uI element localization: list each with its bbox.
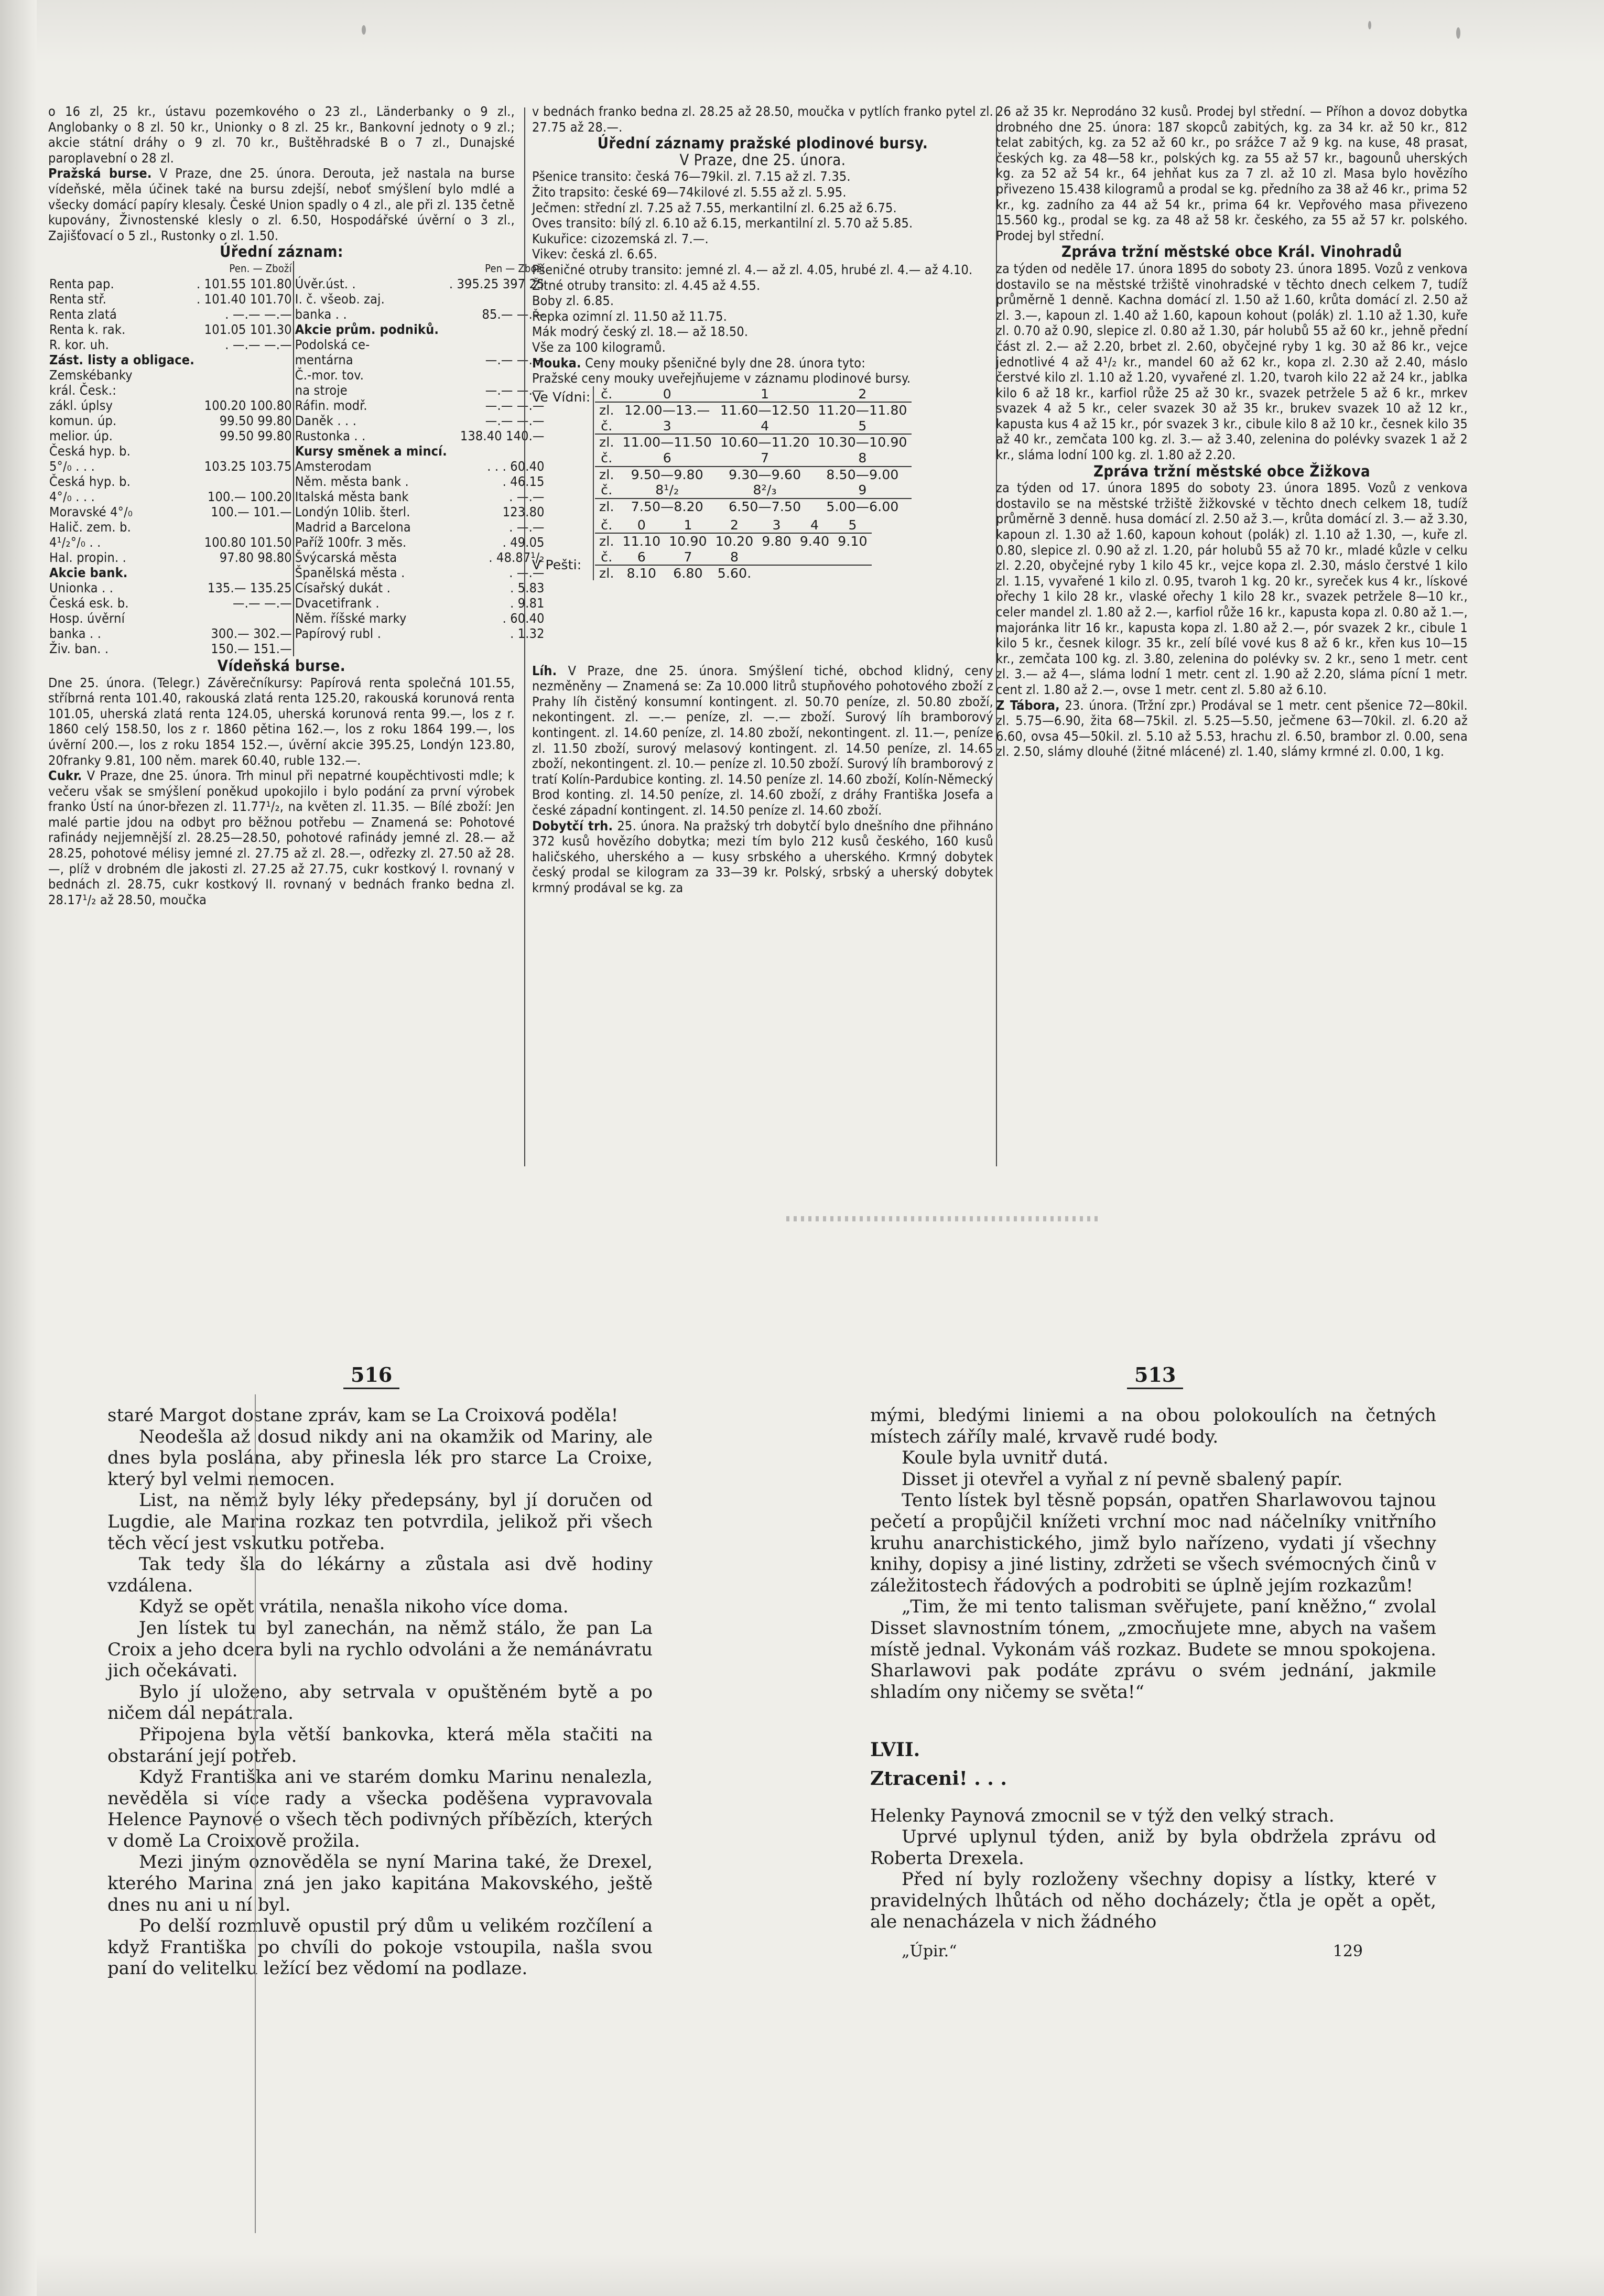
- novel-paragraph: Tento lístek byl těsně popsán, opatřen Sharlawovou tajnou pečetí a propůjčil knížeti vrchní moc nad náčelníky vnitřního kruhu anarchistického, jimž bylo nařízeno, vydati jí všechny knihy, dopisy a jiné listiny, zdržeti se všech svémocných činů v záležitostech řádových a podrobiti se úplně jejím rozkazům!: [870, 1490, 1436, 1596]
- pest-flour-table: [595, 517, 872, 581]
- flour-cell: 9.10: [833, 533, 871, 549]
- rates-cell: Amsterodam: [294, 459, 448, 474]
- commodity-exchange-heading: Úřední záznamy pražské plodinové bursy.: [597, 134, 928, 153]
- rates-cell: [196, 443, 294, 459]
- rates-cell: Česká hyp. b.: [49, 443, 131, 459]
- rates-row: [48, 352, 546, 367]
- rates-row: [48, 565, 546, 580]
- sugar-report: [48, 768, 515, 907]
- rates-cell: na stroje: [294, 383, 448, 398]
- rates-cell: Madrid a Barcelona: [294, 519, 448, 535]
- flour-row: [595, 533, 872, 549]
- prague-exchange-heading: Pražská burse.: [48, 166, 152, 181]
- rates-cell: I. č. všeob. zaj.: [294, 291, 448, 307]
- rates-cell: . 5.83: [510, 580, 545, 595]
- flour-cell: č.: [601, 482, 613, 498]
- vienna-flour-table: [595, 386, 912, 515]
- rates-cell: Unionka . .: [49, 580, 114, 595]
- rates-cell: [196, 367, 294, 383]
- flour-cell: 8¹/₂: [655, 482, 679, 498]
- vienna-exchange-heading: Vídeňská burse.: [217, 656, 346, 675]
- rates-cell: Renta pap.: [49, 276, 114, 291]
- rates-cell: Česká hyp. b.: [49, 473, 131, 489]
- rates-cell: mentárna: [294, 352, 448, 367]
- rates-row: [48, 626, 546, 641]
- flour-cell: 6: [637, 549, 646, 565]
- flour-cell: 2: [730, 517, 739, 533]
- rates-cell: Halič. zem. b.: [49, 519, 131, 535]
- flour-cell: 4: [810, 517, 819, 533]
- rates-header-cell: [294, 261, 448, 276]
- flour-cell: 10.30—10.90: [814, 434, 911, 450]
- novel-paragraph: staré Margot dostane zpráv, kam se La Croixová poděla!: [107, 1405, 619, 1426]
- rates-cell: Ráfin. modř.: [294, 398, 448, 413]
- rates-cell: [448, 443, 546, 459]
- vienna-label: Ve Vídni:: [532, 389, 591, 405]
- rates-header-cell: [48, 261, 196, 276]
- flour-cell: č.: [601, 418, 613, 434]
- rates-cell: 99.50 99.80: [219, 413, 292, 428]
- flour-cell: zl.: [595, 533, 619, 549]
- novel-paragraph: Koule byla uvnitř dutá.: [902, 1447, 1109, 1469]
- rates-cell: [448, 291, 546, 307]
- cattle-market-text: 25. února. Na pražský trh dobytčí bylo dnešního dne přihnáno 372 kusů hovězího dobytka; mezi tím bylo 212 kusů českého, 160 kusů haličského, uherského a — kusy srbského a uherského. Krmný dobytek český prodal se kilogram za 33—39 kr. Polský, srbský a uherský dobytek krmný prodával se kg. za: [532, 818, 993, 895]
- novel-paragraph: Uprvé uplynul týden, aniž by byla obdržela zprávu od Roberta Drexela.: [870, 1826, 1436, 1869]
- flour-report: [532, 355, 993, 371]
- flour-cell: 8: [858, 450, 867, 466]
- flour-cell: 7: [684, 549, 692, 565]
- rates-row: [48, 413, 546, 428]
- rates-cell: . —.—: [509, 519, 545, 535]
- novel-page-left: [107, 1405, 653, 1979]
- flour-cell: 7.50—8.20: [619, 499, 716, 515]
- flour-row: [595, 434, 912, 450]
- rates-row: [48, 276, 546, 291]
- commodity-line: Řepka ozimní zl. 11.50 až 11.75.: [532, 308, 727, 324]
- rates-cell: 100.20 100.80: [204, 397, 292, 413]
- rates-cell: Císařský dukát .: [294, 580, 448, 595]
- rates-row: [48, 595, 546, 611]
- rates-cell: . 101.40 101.70: [197, 291, 292, 307]
- cattle-market-report: [532, 818, 993, 896]
- rates-cell: Něm. říšské marky: [294, 611, 448, 626]
- rates-cell: . . . 60.40: [487, 458, 545, 474]
- flour-cell: 10.60—11.20: [716, 434, 814, 450]
- rates-cell: Dvacetifrank .: [294, 595, 448, 611]
- rates-cell: . 101.55 101.80: [197, 276, 292, 291]
- novel-paragraph: Jen lístek tu byl zanechán, na němž stálo, že pan La Croix a jeho dcera byli na rychlo odvoláni a že nemánávratu jich očekávati.: [107, 1617, 653, 1682]
- rates-cell: [448, 641, 546, 656]
- cattle-market-heading: Dobytčí trh.: [532, 818, 613, 833]
- smudge-mark: [786, 1216, 1101, 1221]
- rates-row: [48, 307, 546, 322]
- rates-row: [48, 474, 546, 489]
- paper-speck: [1368, 21, 1371, 29]
- flour-table-bracket: [593, 386, 594, 580]
- flour-cell: 11.60—12.50: [716, 402, 814, 418]
- rates-cell: 150.— 151.—: [211, 641, 292, 656]
- rates-cell: melior. úp.: [49, 428, 113, 443]
- rates-cell: Č.-mor. tov.: [294, 367, 448, 383]
- rates-cell: . 48.87¹/₂: [489, 549, 545, 565]
- rates-cell: [294, 641, 448, 656]
- rates-cell: Španělská města .: [294, 565, 448, 580]
- flour-row: [595, 418, 912, 435]
- rates-cell: 100.— 100.20: [208, 489, 292, 504]
- prague-exchange-report: [48, 166, 515, 243]
- flour-cell: 9.40: [796, 533, 833, 549]
- vinohrady-report-heading: Zpráva tržní městské obce Král. Vinohradů: [1061, 243, 1403, 261]
- tabor-text: 23. února. (Tržní zpr.) Prodával se 1 metr. cent pšenice 72—80kil. zl. 5.75—6.90, žita 68—75kil. zl. 5.25—5.50, ječmene 63—70kil. zl. 6.20 až 6.60, ovsa 45—50kil. zl. 5.10 až 5.53, hrachu zl. 6.50, brambor zl. 0.00, sena zl. 2.50, slámy dlouhé (žitné mlácené) zl. 1.40, slámy krmné zl. 0.00, 1 kg.: [996, 697, 1468, 760]
- rates-cell: . —.—: [509, 489, 545, 504]
- commodity-line: Vikev: česká zl. 6.65.: [532, 246, 658, 262]
- flour-cell: 0: [663, 386, 671, 402]
- flour-text: Ceny mouky pšeničné byly dne 28. února tyto:: [581, 355, 866, 371]
- novel-paragraph: Před ní byly rozloženy všechny dopisy a lístky, které v pravidelných lhůtách od něho docházely; čtla je opět a opět, ale nenacházela v nich žádného: [870, 1869, 1436, 1933]
- rates-cell: —.— —.—: [485, 413, 545, 428]
- paper-speck: [1456, 27, 1460, 39]
- rates-row: [48, 489, 546, 504]
- flour-cell: [833, 565, 871, 581]
- novel-page-right: [870, 1405, 1436, 1963]
- commodity-line: Žitné otruby transito: zl. 4.45 až 4.55.: [532, 277, 761, 293]
- rates-cell: Podolská ce-: [294, 337, 448, 352]
- novel-paragraph: Bylo jí uloženo, aby setrvala v opuštěném bytě a po ničem dál nepátrala.: [107, 1681, 653, 1724]
- chapter-number: LVII.: [870, 1739, 920, 1761]
- page-number-left: 516: [343, 1363, 399, 1389]
- flour-cell: 8²/₃: [753, 482, 777, 498]
- sugar-text: V Praze, dne 25. února. Trh minul při nepatrné koupěchtivosti mdle; k večeru však se smýšlení poněkud upokojilo i bylo podání za první výrobek franko Ústí na únor-březen zl. 11.77¹/₂, na květen zl. 11.35. — Bílé zboží: Jen malé partie jdou na odbyt pro běžnou potřebu — Znamená se: Pohotové rafinády nejjemnější zl. 28.25—28.50, pohotové rafinády jemné zl. 28.— až 28.25, pohotové mélisy jemné zl. 27.75 až zl. 28.—, odřezky zl. 27.50 až 28.—, plíž v drobném dle jakosti zl. 27.25 až 27.75, cukr kostkový I. rovnaný v bednách zl. 28.75, cukr kostkový II. rovnaný v bednách franko bedna zl. 28.17¹/₂ až 28.50, moučka: [48, 768, 515, 907]
- flour-cell: 9.30—9.60: [716, 467, 814, 483]
- rates-cell: Rustonka . .: [294, 428, 448, 443]
- rates-cell: Moravské 4°/₀: [49, 504, 133, 519]
- zizkov-report-text: za týden od 17. února 1895 do soboty 23. února 1895. Vozů z venkova dostavilo se na městské tržiště žižkovské v těchto dnech celkem 18, tudíž průměrně 3 denně. husa domácí zl. 2.50 až 3.—, krůta domácí zl. 3.— až 3.30, kapoun zl. 1.30 až 1.60, kapoun kohout (polák) zl. 1.10 až 1.30, —, kuře zl. 0.80, slepice zl. 0.90 až zl. 1.20, pár holubů 55 až 70 kr., mladé kůzle v celku zl. 2.20, obyčejné ryby 1 kilo 45 kr., vejce kopa zl. 2.30, máslo čerstvé 1 kilo zl. 1.15, vyvařené 1 kilo zl. 0.95, tvaroh 1 kg. 20 kr., syreček kus 4 kr., lískové ořechy 1 kilo 28 kr., vlaské ořechy 1 kilo 28 kr., svazek petržele 8—10 kr., celer mandel zl. 1.80 až 2.—, karfiol růže 16 kr., kapusta kopa zl. 0.80 až 1.—, majoránka litr 16 kr., kapusta kopa zl. 1.80 až 2.—, pór svazek 2 kr., cibule 1 kilo 5 kr., česnek kilogr. 35 kr., zelí bílé vové kus 8 až 6 kr., křen kus 10—15 kr., zemčata 100 kg. zl. 3.80, zelenina do polévky sv. 2 kr., seno 1 metr. cent zl. 3.— až 4—, sláma lodní 1 metr. cent zl. 1.90 až 2.20, sláma pícní 1 metr. cent zl. 1.80 až 2.—, ovse 1 metr. cent zl. 5.80 až 6.10.: [996, 480, 1468, 697]
- rates-row: [48, 611, 546, 626]
- novel-paragraph: List, na němž byly léky předepsány, byl jí doručen od Lugdie, ale Marina rozkaz ten potvrdila, jelikož při všech těch věcí jest vskutku potřeba.: [107, 1490, 653, 1554]
- rates-cell: . 1.32: [510, 625, 545, 641]
- rates-cell: banka . .: [294, 307, 448, 322]
- rates-cell: Živ. ban. .: [49, 641, 109, 656]
- rates-cell: Italská města bank: [294, 489, 448, 504]
- market-column-2: [532, 104, 993, 896]
- spirits-report: [532, 663, 993, 818]
- rates-row: [48, 322, 546, 337]
- commodity-line: Žito trapsito: české 69—74kilové zl. 5.55 až zl. 5.95.: [532, 184, 847, 200]
- novel-paragraph: mými, bledými liniemi a na obou polokoulích na četných místech záříly malé, krvavě rudé body.: [870, 1405, 1436, 1447]
- commodity-line: Pšenice transito: česká 76—79kil. zl. 7.15 až zl. 7.35.: [532, 169, 851, 185]
- flour-cell: 5: [848, 517, 857, 533]
- novel-paragraph: Připojena byla větší bankovka, která měla stačiti na obstarání její potřeb.: [107, 1724, 653, 1767]
- rates-cell: Akcie bank.: [49, 565, 128, 580]
- footer-sheet-number: 129: [1332, 1942, 1363, 1961]
- rates-cell: Něm. města bank .: [294, 474, 448, 489]
- rates-cell: 103.25 103.75: [204, 458, 292, 474]
- flour-row: [595, 450, 912, 467]
- rates-cell: [196, 474, 294, 489]
- col2-top-text: v bednách franko bedna zl. 28.25 až 28.50, moučka v pytlích franko pytel zl. 27.75 až 28.—.: [532, 104, 993, 135]
- flour-cell: č.: [601, 517, 613, 533]
- novel-paragraph: Když se opět vrátila, nenašla nikoho více doma.: [139, 1596, 569, 1618]
- rates-cell: . —.— —.—: [225, 337, 292, 352]
- rates-cell: —.— —.—: [485, 352, 545, 367]
- rates-header-row: [48, 261, 546, 276]
- commodity-lines: [532, 169, 993, 355]
- flour-cell: 1: [761, 386, 770, 402]
- rates-row: [48, 504, 546, 519]
- rates-cell: komun. úp.: [49, 413, 117, 428]
- flour-cell: 8: [730, 549, 739, 565]
- flour-cell: 10.90: [665, 533, 711, 549]
- flour-cell: č.: [601, 549, 613, 565]
- flour-cell: 3: [772, 517, 781, 533]
- flour-cell: 10.20: [711, 533, 758, 549]
- commodity-line: Ječmen: střední zl. 7.25 až 7.55, merkantilní zl. 6.25 až 6.75.: [532, 200, 897, 215]
- rates-cell: . 9.81: [510, 595, 545, 611]
- rates-cell: Švýcarská města: [294, 550, 448, 565]
- flour-cell: [757, 565, 795, 581]
- rates-cell: 123.80: [502, 504, 545, 519]
- flour-cell: zl.: [595, 402, 619, 418]
- flour-cell: [796, 549, 833, 566]
- vienna-exchange-text: Dne 25. února. (Telegr.) Závěrečníkursy: Papírová renta společná 101.55, stříbrná renta 101.40, rakouská zlatá renta 125.20, rakouská korunová renta 101.05, uherská zlatá renta 124.05, uherská korunová renta 99.—, los z r. 1860 celý 158.50, los z r. 1860 pětina 162.—, los z roku 1864 199.—, los úvěrní 200.—, los z roku 1854 152.—, úvěrní akcie 395.25, Londýn 123.80, 20franky 9.81, 100 něm. marek 60.40, ruble 132.—.: [48, 675, 515, 768]
- rates-cell: [196, 383, 294, 398]
- rates-cell: [196, 565, 294, 580]
- rates-cell: . —.— —.—: [225, 306, 292, 322]
- rates-cell: 138.40 140.—: [460, 428, 545, 443]
- rates-cell: Hal. propin. .: [49, 549, 126, 565]
- rates-row: [48, 367, 546, 383]
- flour-text-2: Pražské ceny mouky uveřejňujeme v záznamu plodinové bursy.: [532, 371, 911, 386]
- left-edge-shadow: [0, 0, 37, 2296]
- rates-row: [48, 398, 546, 413]
- rates-cell: 99.50 99.80: [219, 428, 292, 443]
- flour-cell: [796, 565, 833, 581]
- rates-cell: Renta k. rak.: [49, 321, 126, 337]
- zizkov-report-heading: Zpráva tržní městské obce Žižkova: [1093, 462, 1371, 480]
- rates-cell: R. kor. uh.: [49, 337, 109, 352]
- vinohrady-report-text: za týden od neděle 17. února 1895 do soboty 23. února 1895. Vozů z venkova dostavilo se na městské tržiště vinohradské v těchto dnech celkem 7, tudíž průměrně 1 denně. Kachna domácí zl. 1.50 až 1.60, krůta domácí zl. 2.50 až zl. 3.—, kapoun zl. 1.40 až 1.60, kapoun kohout (polák) zl. 1.10 až 1.30, kuře zl. 0.70 až 0.90, slepice zl. 0.80 až 1.30, pár holubů 55 až 60 kr., jehně přední část zl. 2.— až 2.20, brbet zl. 2.60, obyčejné ryby 1 kg. 30 až 86 kr., vejce jednotlivé 4 až 4¹/₂ kr., mandel 60 až 62 kr., kopa zl. 2.30 až 2.40, máslo čerstvé kilo zl. 1.10 až 1.20, vyvařené zl. 1.20, tvaroh kilo 22 až 24 kr., jablka kilo 6 až 18 kr., karfiol růže 25 až 30 kr., svazek petržele 5 až 6 kr., mrkev svazek 4 až 5 kr., celer svazek 30 až 35 kr., brukev svazek 10 až 12 kr., kapusta kus 4 až 15 kr., pór svazek 3 kr., cibule kilo 8 až 10 kr., česnek kilo 35 až 40 kr., zemčata 100 kg. zl. 3.— až 3.40, zelenina do polévky svazek 1 až 2 kr., sláma lodní 100 kg. zl. 1.80 až 2.20.: [996, 261, 1468, 463]
- rates-cell: Česká esk. b.: [49, 595, 129, 611]
- novel-paragraph: Tak tedy šla do lékárny a zůstala asi dvě hodiny vzdálena.: [107, 1554, 653, 1596]
- rates-cell: [196, 519, 294, 535]
- rates-cell: [196, 352, 294, 367]
- rates-header-cell: Pen — Zboží: [485, 262, 545, 275]
- flour-row: [595, 549, 872, 566]
- rates-cell: [196, 611, 294, 626]
- col1-top-text: o 16 zl, 25 kr., ústavu pozemkového o 23 zl., Länderbanky o 9 zl., Anglobanky o 8 zl. 50 kr., Unionky o 8 zl. 25 kr., Bankovní jednoty o 9 zl.; akcie státní dráhy o 9 zl. 70 kr., Buštěhradské B o 7 zl., Dunajské paroplavební o 28 zl.: [48, 104, 515, 166]
- col3-top-text: 26 až 35 kr. Neprodáno 32 kusů. Prodej byl střední. — Příhon a dovoz dobytka drobného dne 25. února: 187 skopců zabitých, kg. za 34 kr. až 50 kr., 812 telat zabitých, kg. za 52 až 60 kr., po srážce 7 až 9 kg. na kuse, 48 prasat, českých kg. za 48—58 kr., polských kg. za 55 až 57 kr., bagounů uherských kg. za 52 až 54 kr., 64 jehňat kus za 7 zl. až 10 zl. Masa bylo hovězího přivezeno 15.438 kilogramů a prodal se kg. předního za 38 až 46 kr., prima 52 kr., kg. zadního za 44 až 54 kr., prima 64 kr. Vepřového masa přivezeno 15.560 kg., prodal se kg. za 48 až 58 kr. českého, za 55 až 57 kr. polského. Prodej byl střední.: [996, 104, 1468, 243]
- rates-cell: král. Česk.:: [49, 382, 116, 398]
- commodity-line: Oves transito: bílý zl. 6.10 až 6.15, merkantilní zl. 5.70 až 5.85.: [532, 215, 913, 231]
- official-record-heading: Úřední záznam:: [220, 243, 343, 261]
- tabor-heading: Z Tábora,: [996, 697, 1060, 713]
- flour-cell: 6.50—7.50: [716, 499, 814, 515]
- flour-row: [595, 467, 912, 483]
- paper-speck: [362, 25, 366, 35]
- novel-paragraph: Neodešla až dosud nikdy ani na okamžik od Mariny, ale dnes byla poslána, aby přinesla lék pro starce La Croixe, který byl velmi nemocen.: [107, 1426, 653, 1490]
- footer-signature: „Úpir.“: [902, 1942, 957, 1961]
- flour-cell: 9.80: [757, 533, 795, 549]
- flour-cell: 12.00—13.—: [619, 402, 716, 418]
- rates-cell: Renta zlatá: [49, 306, 117, 322]
- rates-cell: Papírový rubl .: [294, 626, 448, 641]
- commodity-line: Boby zl. 6.85.: [532, 293, 614, 309]
- flour-cell: 0: [637, 517, 646, 533]
- exchange-rates-table: [48, 261, 546, 656]
- rates-cell: —.— —.—: [232, 595, 292, 611]
- rates-cell: —.— —.—: [485, 397, 545, 413]
- rates-cell: Zemskébanky: [49, 367, 133, 383]
- flour-row: [595, 517, 872, 534]
- novel-footer: [870, 1941, 1436, 1963]
- novel-paragraph: Když Františka ani ve starém domku Marinu nenalezla, nevěděla si více rady a všecka poděšena vypravovala Helence Paynové o všech těch podivných příbězích, kterých v domě La Croixově prožila.: [107, 1767, 653, 1851]
- flour-cell: č.: [601, 450, 613, 466]
- flour-cell: 5.60.: [711, 565, 758, 581]
- commodity-line: Vše za 100 kilogramů.: [532, 339, 666, 355]
- rates-row: [48, 580, 546, 595]
- flour-cell: 4: [761, 418, 770, 434]
- rates-cell: 4¹/₂°/₀ . .: [49, 534, 101, 550]
- rates-row: [48, 383, 546, 398]
- flour-row: [595, 402, 912, 418]
- flour-cell: zl.: [595, 467, 619, 483]
- rates-row: [48, 519, 546, 535]
- rates-cell: Úvěr.úst. .: [294, 276, 448, 291]
- rates-cell: Renta stř.: [49, 291, 106, 307]
- flour-price-tables: [532, 386, 993, 663]
- novel-paragraph: Helenky Paynová zmocnil se v týž den velký strach.: [870, 1805, 1335, 1826]
- flour-cell: 9: [858, 482, 867, 498]
- rates-header-cell: Pen. — Zboží: [229, 262, 292, 275]
- rates-cell: 100.— 101.—: [211, 504, 292, 519]
- novel-paragraph: Po delší rozmluvě opustil prý dům u velikém rozčílení a když Františka po chvíli do pokoje vstoupila, našla svou paní do velitelku ležící bez vědomí na podlaze.: [107, 1915, 653, 1979]
- rates-cell: Daněk . . .: [294, 413, 448, 428]
- rates-cell: 5°/₀ . . .: [49, 458, 95, 474]
- rates-cell: Londýn 10lib. šterl.: [294, 504, 448, 519]
- flour-cell: 1: [684, 517, 692, 533]
- commodity-line: Pšeničné otruby transito: jemné zl. 4.— až zl. 4.05, hrubé zl. 4.— až 4.10.: [532, 262, 973, 277]
- pest-label: V Pešti:: [532, 557, 582, 572]
- flour-cell: 6: [663, 450, 671, 466]
- rates-cell: Paříž 100fr. 3 měs.: [294, 535, 448, 550]
- rates-cell: [448, 367, 546, 383]
- flour-row: [595, 565, 872, 581]
- rates-cell: Hosp. úvěrní: [49, 610, 125, 626]
- flour-cell: 11.00—11.50: [619, 434, 716, 450]
- novel-paragraph: Disset ji otevřel a vyňal z ní pevně sbalený papír.: [902, 1468, 1343, 1490]
- commodity-line: Mák modrý český zl. 18.— až 18.50.: [532, 324, 749, 340]
- rates-cell: . 60.40: [502, 610, 545, 626]
- market-column-3: [996, 104, 1468, 760]
- commodity-line: Kukuřice: cizozemská zl. 7.—.: [532, 231, 709, 246]
- rates-cell: —.— —.—: [485, 382, 545, 398]
- rates-cell: 4°/₀ . . .: [49, 489, 95, 504]
- rates-cell: 300.— 302.—: [211, 625, 292, 641]
- rates-cell: 135.— 135.25: [208, 580, 292, 595]
- flour-cell: 2: [858, 386, 867, 402]
- flour-cell: zl.: [595, 565, 619, 581]
- flour-cell: zl.: [595, 434, 619, 450]
- flour-cell: 5: [858, 418, 867, 434]
- flour-cell: 8.10: [619, 565, 665, 581]
- flour-row: [595, 499, 912, 515]
- novel-paragraph: „Tim, že mi tento talisman svěřujete, paní kněžno,“ zvolal Disset slavnostním tónem, „zmocňujete mne, abych na vašem místě jednal. Vykonám váš rozkaz. Budete se mnou spokojena. Sharlawovi pak podáte zprávu o svém jednání, jakmile shladím ony ničemy se světa!“: [870, 1596, 1436, 1703]
- rates-cell: 100.80 101.50: [204, 534, 292, 550]
- rates-row: [48, 535, 546, 550]
- rates-cell: . 49.05: [502, 534, 545, 550]
- flour-cell: zl.: [595, 499, 619, 515]
- flour-heading: Mouka.: [532, 355, 581, 371]
- sugar-heading: Cukr.: [48, 768, 82, 784]
- flour-cell: 3: [663, 418, 671, 434]
- page-crease: [255, 1394, 256, 2233]
- novel-paragraph: Mezi jiným oznověděla se nyní Marina také, že Drexel, kterého Marina zná jen jako kapitána Makovského, ještě dnes nu ani u ní byl.: [107, 1851, 653, 1915]
- flour-cell: [833, 549, 871, 566]
- flour-cell: 9.50—9.80: [619, 467, 716, 483]
- rates-cell: . 46.15: [502, 473, 545, 489]
- rates-cell: banka . .: [49, 625, 102, 641]
- flour-cell: 6.80: [665, 565, 711, 581]
- flour-cell: 11.10: [619, 533, 665, 549]
- flour-cell: [757, 549, 795, 566]
- rates-cell: Zást. listy a obligace.: [49, 352, 194, 367]
- rates-cell: Kursy směnek a mincí.: [294, 443, 448, 459]
- flour-cell: 5.00—6.00: [814, 499, 911, 515]
- spirits-heading: Líh.: [532, 663, 557, 678]
- rates-row: [48, 550, 546, 565]
- chapter-title: Ztraceni! . . .: [870, 1767, 1007, 1790]
- prague-exchange-text: V Praze, dne 25. února. Derouta, jež nastala na burse vídeňské, měla účinek také na bursu zdejší, neboť smýšlení bylo mdlé a všecky domácí papíry klesaly. České Union spadly o 4 zl., ale při zl. 135 četně kupovány, Živnostenské klesly o zl. 6.50, Hospodářské úvěrní o 3 zl., Zajišťovací o 5 zl., Rustonky o zl. 1.50.: [48, 166, 515, 243]
- flour-cell: č.: [601, 386, 613, 402]
- flour-cell: 8.50—9.00: [814, 467, 911, 483]
- flour-row: [595, 386, 912, 403]
- flour-row: [595, 482, 912, 499]
- rates-cell: . —.—: [509, 565, 545, 580]
- rates-cell: 101.05 101.30: [204, 321, 292, 337]
- tabor-report: [996, 698, 1468, 760]
- page-number-right: 513: [1127, 1363, 1183, 1389]
- rates-cell: zákl. úplsy: [49, 397, 113, 413]
- rates-cell: [448, 337, 546, 352]
- rates-cell: 97.80 98.80: [219, 549, 292, 565]
- rates-row: [48, 443, 546, 459]
- rates-row: [48, 459, 546, 474]
- rates-row: [48, 337, 546, 352]
- spirits-text: V Praze, dne 25. února. Smýšlení tiché, obchod klidný, ceny nezměněny — Znamená se: Za 10.000 litrů stupňového pohotového zboží z Prahy líh čistěný konsumní kontingent. zl. 50.70 peníze, zl. 50.80 zboží, nekontingent. zl. —.— peníze, zl. —.— zboží. Surový líh bramborový kontingent. zl. 14.60 peníze, zl. 14.80 zboží, nekontingent. zl. 11.—, peníze zl. 11.50 zboží, surový melasový kontingent. zl. 14.50 peníze, zl. 14.65 zboží, nekontingent. zl. 10.— peníze zl. 10.50 zboží. Surový líh bramborový z tratí Kolín-Pardubice konting. zl. 14.50 peníze zl. 14.60 zboží, Kolín-Německý Brod konting. zl. 14.50 peníze, zl. 14.60 zboží, z dráhy Františka Josefa a české západní kontingent. zl. 14.50 peníze zl. 14.60 zboží.: [532, 663, 993, 818]
- rates-cell: 85.— —.—: [482, 306, 545, 322]
- commodity-date: V Praze, dne 25. února.: [679, 150, 846, 169]
- rates-row: [48, 428, 546, 443]
- flour-cell: 7: [761, 450, 770, 466]
- rates-cell: Akcie prům. podniků.: [294, 322, 448, 337]
- rates-cell: . 395.25 397 25: [449, 276, 545, 291]
- rates-cell: [448, 322, 546, 337]
- flour-cell: 11.20—11.80: [814, 402, 911, 418]
- rates-row: [48, 641, 546, 656]
- column-divider-1: [524, 107, 525, 1166]
- rates-row: [48, 291, 546, 307]
